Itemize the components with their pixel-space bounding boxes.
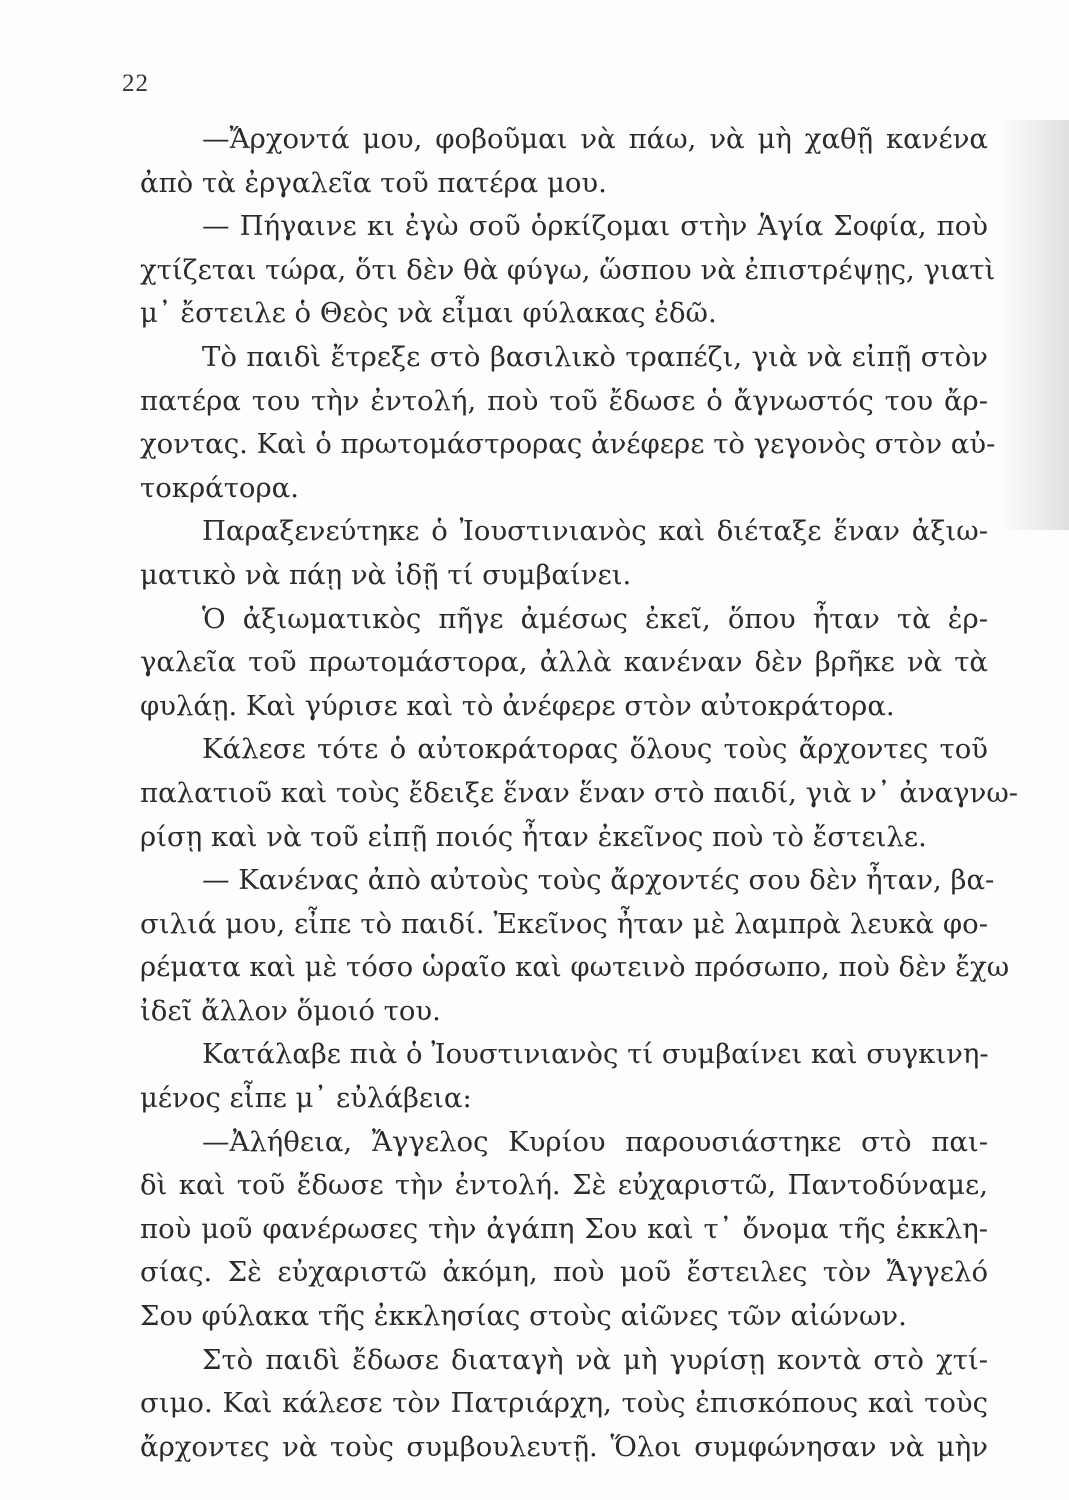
text-line: ἀπὸ τὰ ἐργαλεῖα τοῦ πατέρα μου. <box>140 166 607 199</box>
text-line: τοκράτορα. <box>140 471 299 504</box>
text-line: μ᾽ ἔστειλε ὁ Θεὸς νὰ εἶμαι φύλακας ἐδῶ. <box>140 297 717 330</box>
text-line: —Ἄρχοντά μου, φοβοῦμαι νὰ πάω, νὰ μὴ χαθῇ κανένα <box>202 123 988 155</box>
text-line: ποὺ μοῦ φανέρωσες τὴν ἀγάπη Σου καὶ τ᾽ ὄνομα τῆς ἐκκλη- <box>140 1212 988 1245</box>
text-line: ρίσῃ καὶ νὰ τοῦ εἰπῇ ποιός ἦταν ἐκεῖνος ποὺ τὸ ἔστειλε. <box>140 820 927 853</box>
text-line: Κατάλαβε πιὰ ὁ Ἰουστινιανὸς τί συμβαίνει καὶ συγκινη- <box>202 1038 989 1071</box>
text-line: ἰδεῖ ἄλλον ὅμοιό του. <box>140 994 441 1027</box>
text-line: φυλάῃ. Καὶ γύρισε καὶ τὸ ἀνέφερε στὸν αὐτοκράτορα. <box>140 689 895 722</box>
text-line: ἄρχοντες νὰ τοὺς συμβουλευτῇ. Ὅλοι συμφώνησαν νὰ μὴν <box>140 1430 988 1463</box>
text-line: σιμο. Καὶ κάλεσε τὸν Πατριάρχη, τοὺς ἐπισκόπους καὶ τοὺς <box>140 1387 988 1420</box>
text-line: ρέματα καὶ μὲ τόσο ὡραῖο καὶ φωτεινὸ πρόσωπο, ποὺ δὲν ἔχω <box>140 951 1010 984</box>
text-line: Στὸ παιδὶ ἔδωσε διαταγὴ νὰ μὴ γυρίσῃ κοντὰ στὸ χτί- <box>202 1343 988 1376</box>
text-line: —Ἀλήθεια, Ἄγγελος Κυρίου παρουσιάστηκε στὸ παι- <box>202 1125 988 1158</box>
text-line: παλατιοῦ καὶ τοὺς ἔδειξε ἕναν ἕναν στὸ παιδί, γιὰ ν᾽ ἀναγνω- <box>140 776 1019 809</box>
text-line: Παραξενεύτηκε ὁ Ἰουστινιανὸς καὶ διέταξε ἕναν ἀξιω- <box>202 515 988 548</box>
text-line: Κάλεσε τότε ὁ αὐτοκράτορας ὅλους τοὺς ἄρχοντες τοῦ <box>202 733 988 766</box>
body-text <box>140 118 1019 1469</box>
text-line: Τὸ παιδὶ ἔτρεξε στὸ βασιλικὸ τραπέζι, γιὰ νὰ εἰπῇ στὸν <box>202 340 988 373</box>
text-line: γαλεῖα τοῦ πρωτομάστορα, ἀλλὰ κανέναν δὲν βρῆκε νὰ τὰ <box>140 646 988 679</box>
text-line: πατέρα του τὴν ἐντολή, ποὺ τοῦ ἔδωσε ὁ ἄγνωστός του ἄρ- <box>140 384 988 417</box>
text-line: χοντας. Καὶ ὁ πρωτομάστρορας ἀνέφερε τὸ γεγονὸς στὸν αὐ- <box>140 428 996 461</box>
text-line: — Πήγαινε κι ἐγὼ σοῦ ὁρκίζομαι στὴν Ἁγία Σοφία, ποὺ <box>202 210 988 243</box>
text-line: Ὁ ἀξιωματικὸς πῆγε ἀμέσως ἐκεῖ, ὅπου ἦταν τὰ ἐρ- <box>202 602 988 635</box>
text-line: σίας. Σὲ εὐχαριστῶ ἀκόμη, ποὺ μοῦ ἔστειλες τὸν Ἄγγελό <box>140 1256 988 1289</box>
text-line: — Κανένας ἀπὸ αὐτοὺς τοὺς ἄρχοντές σου δὲν ἦταν, βα- <box>202 864 995 897</box>
show-through-shadow <box>1000 120 1069 530</box>
text-line: δὶ καὶ τοῦ ἔδωσε τὴν ἐντολή. Σὲ εὐχαριστῶ, Παντοδύναμε, <box>140 1169 988 1202</box>
text-line: Σου φύλακα τῆς ἐκκλησίας στοὺς αἰῶνες τῶν αἰώνων. <box>140 1300 907 1333</box>
page-number: 22 <box>122 70 149 97</box>
text-line: ματικὸ νὰ πάῃ νὰ ἰδῇ τί συμβαίνει. <box>140 558 632 591</box>
text-line: μένος εἶπε μ᾽ εὐλάβεια: <box>140 1082 472 1115</box>
text-line: χτίζεται τώρα, ὅτι δὲν θὰ φύγω, ὥσπου νὰ ἐπιστρέψῃς, γιατὶ <box>140 253 996 286</box>
text-line: σιλιά μου, εἶπε τὸ παιδί. Ἐκεῖνος ἦταν μὲ λαμπρὰ λευκὰ φο- <box>140 907 988 940</box>
